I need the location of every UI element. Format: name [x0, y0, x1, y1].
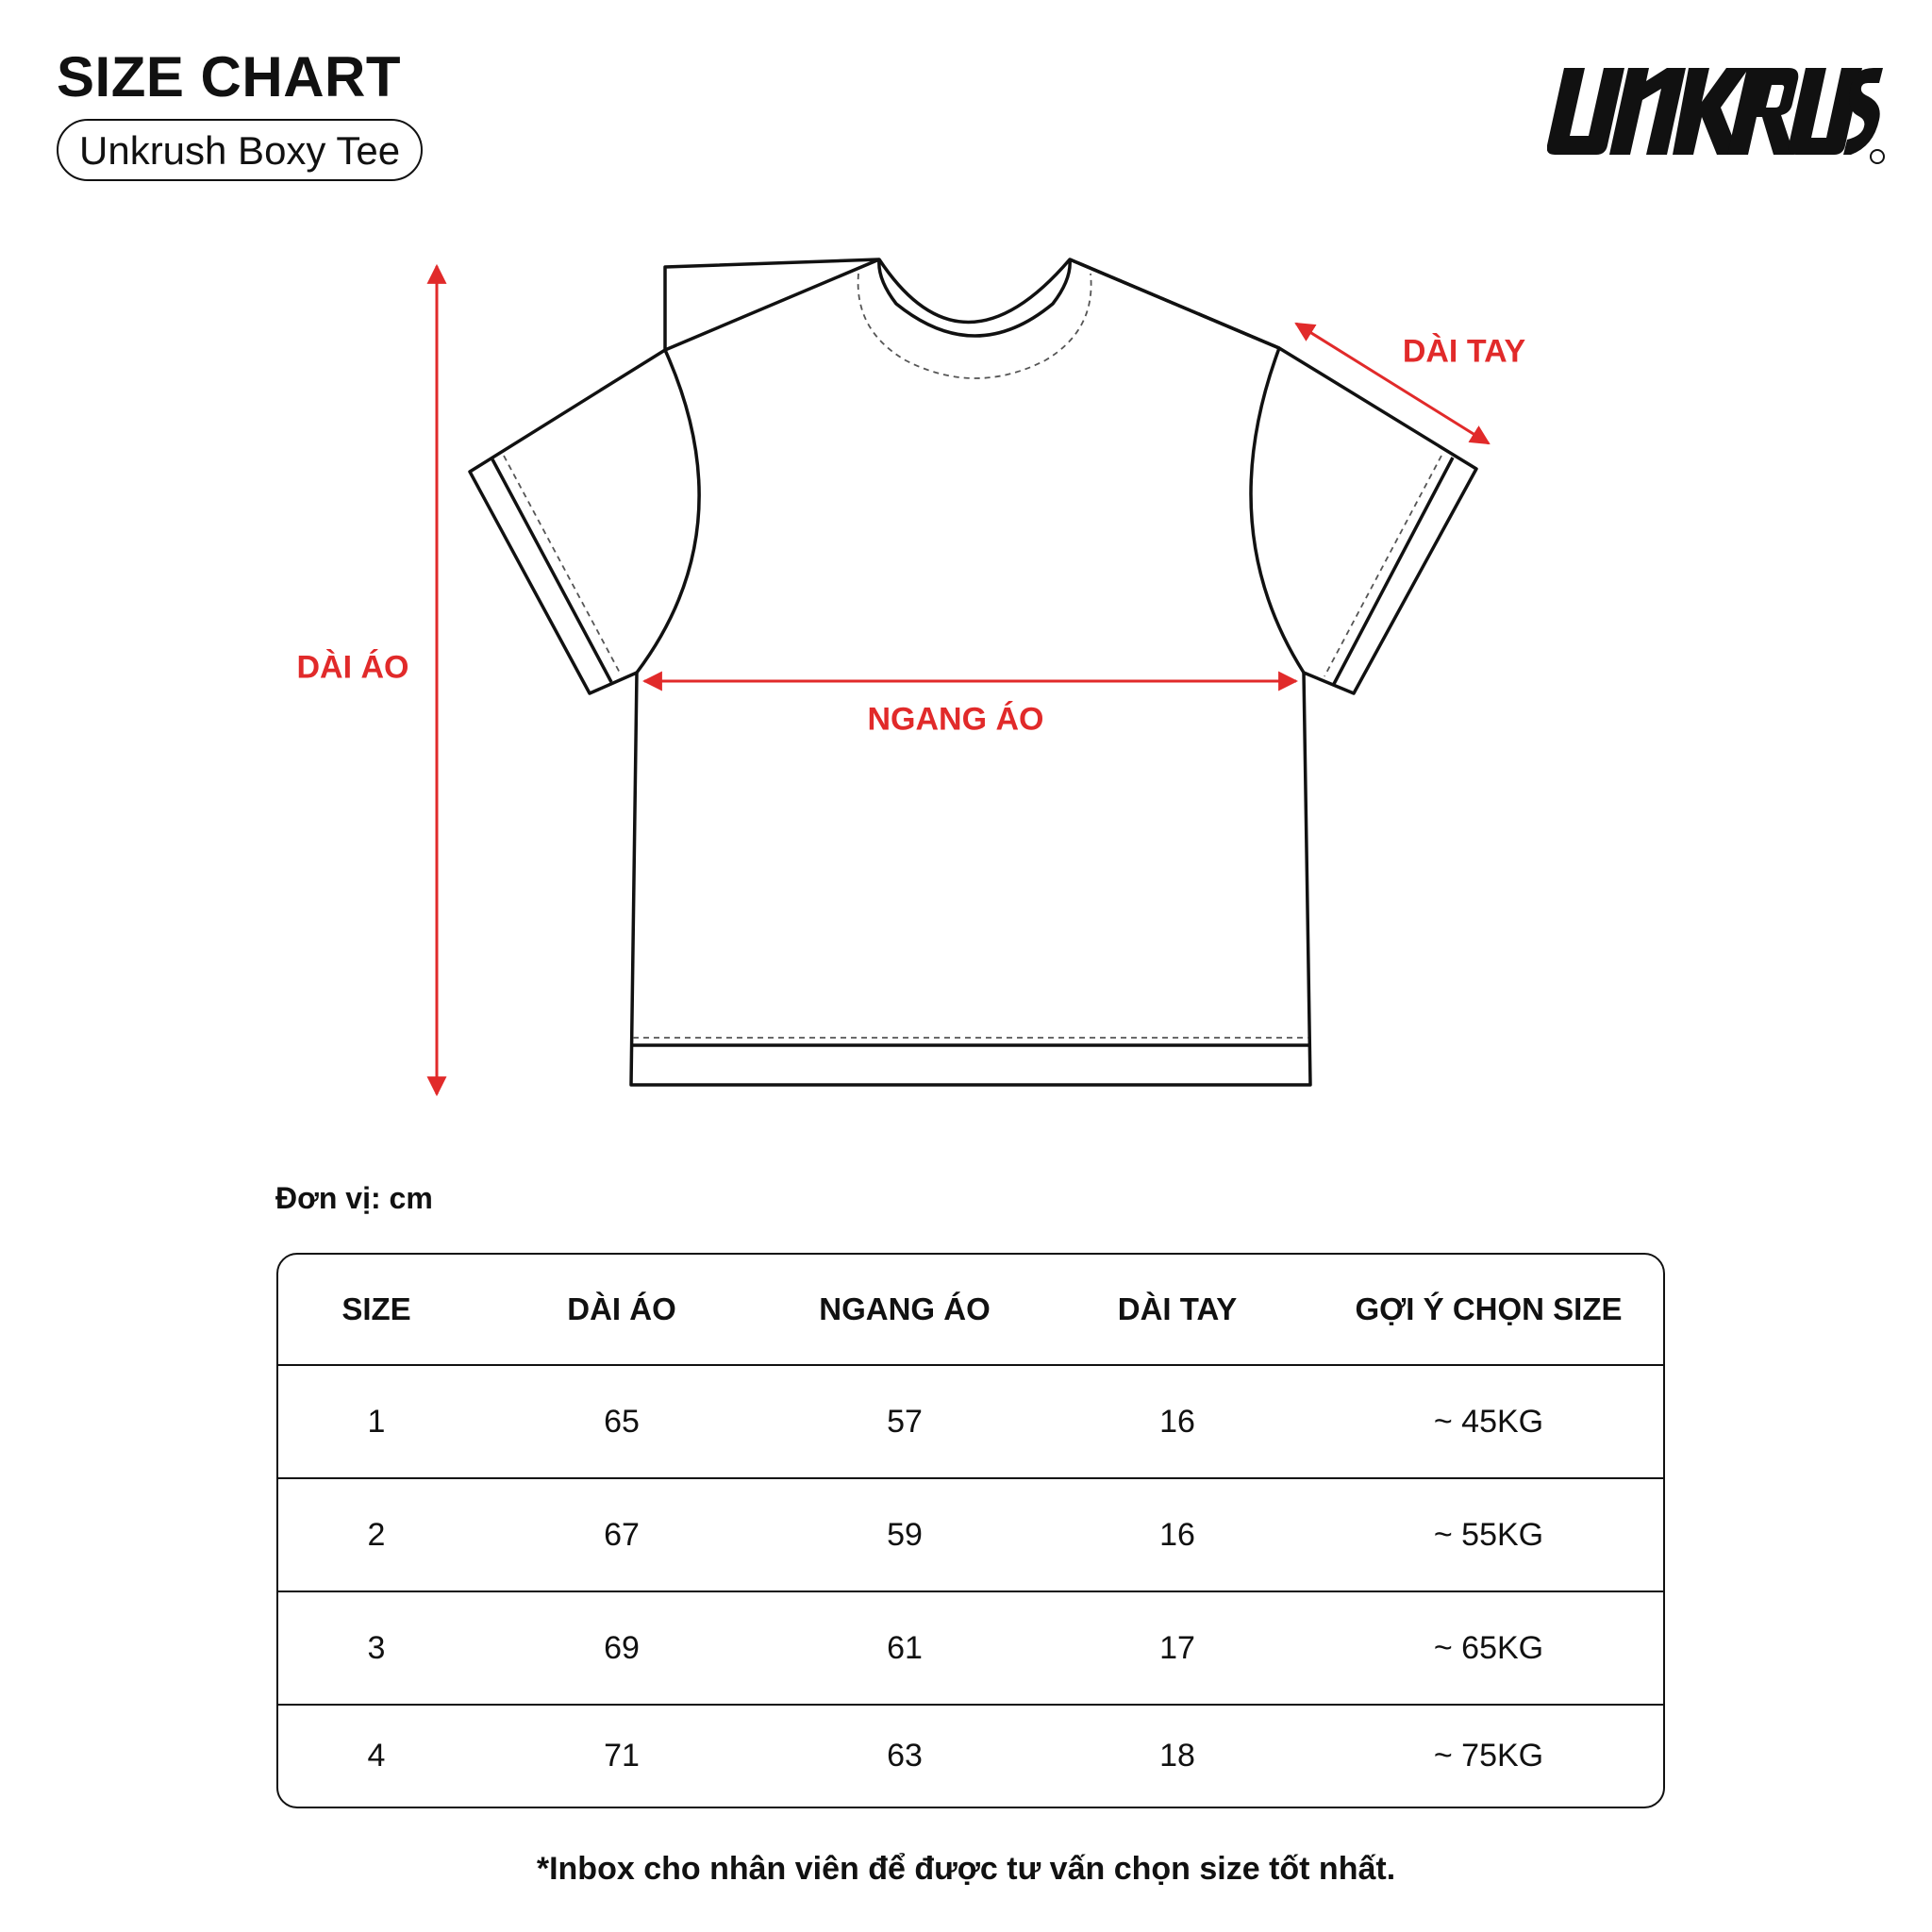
unit-label: Đơn vị: cm	[275, 1181, 433, 1215]
page-title: SIZE CHART	[57, 45, 401, 108]
width-label: NGANG ÁO	[867, 701, 1044, 738]
table-cell: 61	[887, 1629, 923, 1666]
table-cell: ~ 55KG	[1433, 1516, 1544, 1553]
size-table	[276, 1253, 1665, 1808]
table-cell: 16	[1159, 1516, 1195, 1553]
footer-note: *Inbox cho nhân viên để được tư vấn chọn size tốt nhất.	[536, 1851, 1396, 1887]
product-name-badge: Unkrush Boxy Tee	[57, 119, 423, 181]
table-cell: 4	[367, 1738, 386, 1774]
table-cell: 63	[887, 1738, 923, 1774]
table-cell: 18	[1159, 1738, 1195, 1774]
column-header: NGANG ÁO	[819, 1291, 991, 1326]
table-row	[278, 1479, 1663, 1592]
table-cell: 71	[604, 1738, 640, 1774]
column-header: SIZE	[341, 1291, 411, 1326]
table-cell: ~ 65KG	[1433, 1629, 1544, 1666]
tshirt-outline	[470, 259, 1476, 1085]
table-cell: 57	[887, 1403, 923, 1440]
table-cell: 59	[887, 1516, 923, 1553]
column-header: DÀI TAY	[1117, 1291, 1238, 1326]
table-cell: 69	[604, 1629, 640, 1666]
table-cell: 16	[1159, 1403, 1195, 1440]
table-cell: 67	[604, 1516, 640, 1553]
table-header-row	[278, 1255, 1663, 1366]
table-cell: 17	[1159, 1629, 1195, 1666]
table-row	[278, 1706, 1663, 1807]
table-cell: 2	[367, 1516, 386, 1553]
table-cell: 65	[604, 1403, 640, 1440]
column-header: DÀI ÁO	[567, 1291, 676, 1326]
table-cell: 1	[367, 1403, 386, 1440]
stitching-lines	[504, 274, 1441, 1038]
table-row	[278, 1366, 1663, 1479]
sleeve-label: DÀI TAY	[1402, 333, 1526, 370]
table-cell: ~ 75KG	[1433, 1738, 1544, 1774]
table-row	[278, 1592, 1663, 1706]
table-cell: ~ 45KG	[1433, 1403, 1544, 1440]
table-cell: 3	[367, 1629, 386, 1666]
column-header: GỢI Ý CHỌN SIZE	[1355, 1291, 1623, 1326]
length-label: DÀI ÁO	[296, 649, 409, 686]
